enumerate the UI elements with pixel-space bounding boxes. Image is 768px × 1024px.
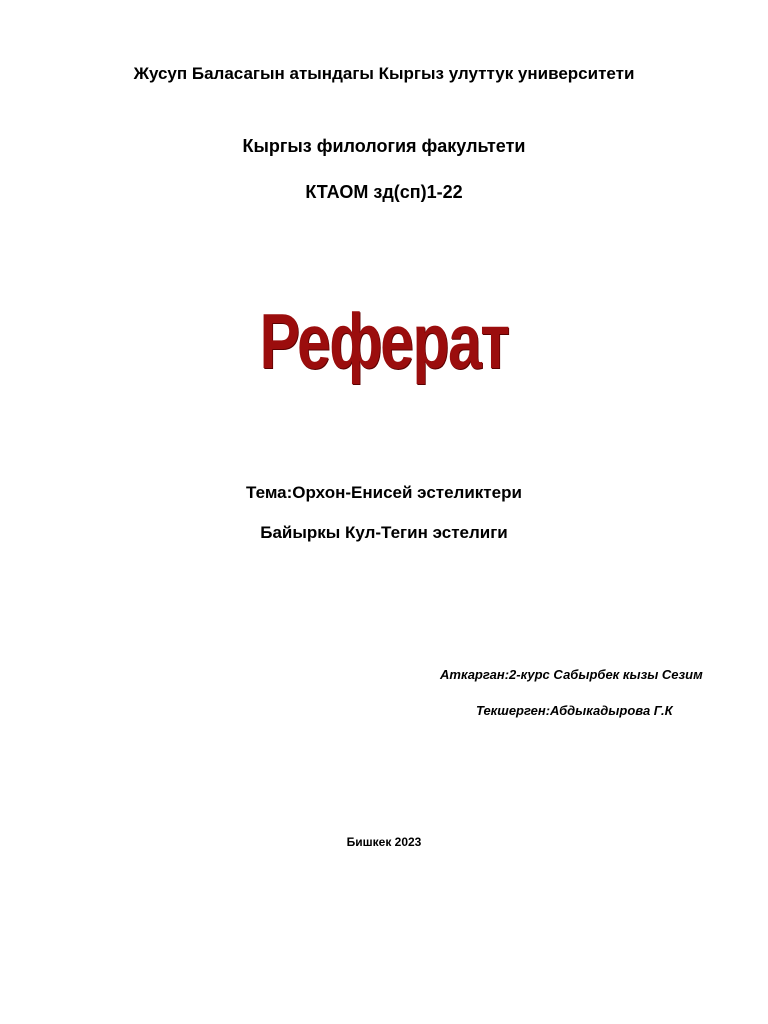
subtopic-line: Байыркы Кул-Тегин эстелиги [260,523,508,542]
faculty-name: Кыргыз филология факультети [242,136,526,156]
city-year: Бишкек 2023 [346,835,422,849]
reviewer-line: Текшерген:Абдыкадырова Г.К [476,703,673,718]
topic-line: Тема:Орхон-Енисей эстеликтери [246,483,522,502]
group-code: КТАОМ зд(сп)1-22 [305,182,463,202]
university-name: Жусуп Баласагын атындагы Кыргыз улуттук университети [133,64,635,83]
document-title: Реферат [259,297,509,385]
author-line: Аткарган:2-курс Сабырбек кызы Сезим [440,667,703,682]
